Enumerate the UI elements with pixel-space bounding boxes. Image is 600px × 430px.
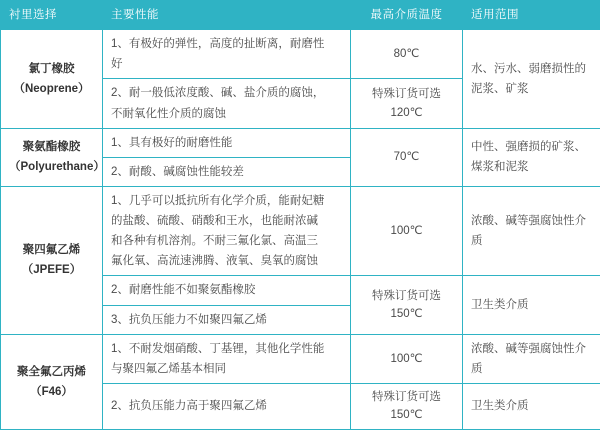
table-row: [1, 334, 600, 383]
material-cell: 聚四氟乙烯 （JPEFE）: [1, 186, 103, 334]
table-row: [1, 186, 600, 276]
property-cell: 1、不耐发烟硝酸、丁基锂，其他化学性能 与聚四氟乙烯基本相同: [103, 334, 351, 383]
material-cell: 聚全氟乙丙烯 （F46）: [1, 334, 103, 429]
application-cell: 卫生类介质: [463, 383, 600, 429]
column-header-max-temp: 最高介质温度: [351, 1, 463, 30]
temperature-cell: 100℃: [351, 186, 463, 276]
temperature-cell: 特殊订货可选 120℃: [351, 79, 463, 128]
property-cell: 1、有极好的弹性，高度的扯断离，耐磨性 好: [103, 30, 351, 79]
property-cell: 2、抗负压能力高于聚四氟乙烯: [103, 383, 351, 429]
column-header-application: 适用范围: [463, 1, 600, 30]
application-cell: 水、污水、弱磨损性的 泥浆、矿浆: [463, 30, 600, 129]
property-cell: 1、具有极好的耐磨性能: [103, 128, 351, 157]
column-header-properties: 主要性能: [103, 1, 351, 30]
property-cell: 2、耐一般低浓度酸、碱、盐介质的腐蚀， 不耐氧化性介质的腐蚀: [103, 79, 351, 128]
table-body: [1, 30, 600, 430]
temperature-cell: 70℃: [351, 128, 463, 186]
property-cell: 2、耐磨性能不如聚氨酯橡胶: [103, 276, 351, 305]
application-cell: 浓酸、碱等强腐蚀性介 质: [463, 186, 600, 276]
temperature-cell: 特殊订货可选 150℃: [351, 276, 463, 334]
table-row: [1, 30, 600, 79]
temperature-cell: 80℃: [351, 30, 463, 79]
temperature-cell: 特殊订货可选 150℃: [351, 383, 463, 429]
table-header-row: [1, 1, 600, 30]
column-header-lining: 衬里选择: [1, 1, 103, 30]
property-cell: 1、几乎可以抵抗所有化学介质，能耐妃糖 的盐酸、硫酸、硝酸和王水，也能耐浓碱 和各种有机溶剂。不耐三氟化氯、高温三 氟化氧、高流速沸腾、液氧、臭氧的腐蚀: [103, 186, 351, 276]
property-cell: 2、耐酸、碱腐蚀性能较差: [103, 157, 351, 186]
application-cell: 卫生类介质: [463, 276, 600, 334]
table-header: [1, 1, 600, 30]
application-cell: 中性、强磨损的矿浆、 煤浆和泥浆: [463, 128, 600, 186]
property-cell: 3、抗负压能力不如聚四氟乙烯: [103, 305, 351, 334]
material-cell: 氯丁橡胶 （Neoprene）: [1, 30, 103, 129]
application-cell: 浓酸、碱等强腐蚀性介 质: [463, 334, 600, 383]
table-row: [1, 128, 600, 157]
material-cell: 聚氨酯橡胶 （Polyurethane）: [1, 128, 103, 186]
temperature-cell: 100℃: [351, 334, 463, 383]
